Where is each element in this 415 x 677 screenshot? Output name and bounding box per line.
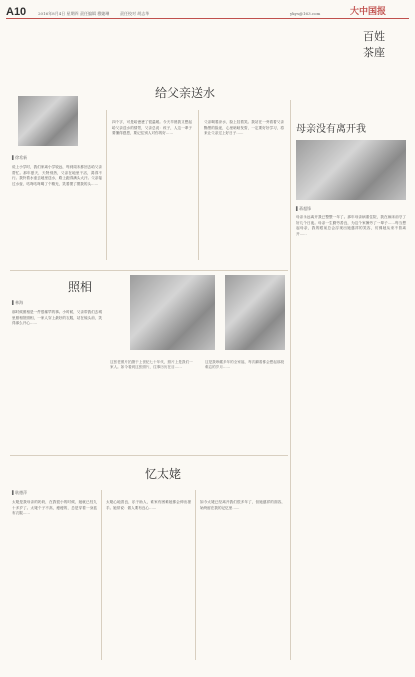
article-body-col1: 太姥是我母亲的奶奶，在我很小的时候，她就已经九十多岁了。太姥个子不高，瘦瘦的，总是穿着一身蓝布衣服…… — [12, 500, 97, 516]
section-divider — [10, 455, 288, 456]
article-author: ▌蒋超锋 — [296, 206, 312, 211]
section-divider — [10, 270, 288, 271]
page-number: A10 — [6, 6, 27, 18]
article-body-col2: 四个字，可是给爸爸了很温暖。今天早晨我又想起给父亲送水的情景，父亲总说：孩子，人这一辈子要懂得感恩，要记住别人对你的好…… — [112, 120, 192, 136]
article-body-col3: 父亲喝着凉水，脸上挂着笑。我站在一旁看着父亲黝黑的脸庞，心里暗暗发誓，一定要好好学习，将来让父亲过上好日子…… — [204, 120, 284, 136]
issue-date: 2016年8月4日 星期四 — [38, 11, 79, 16]
article-body-col1: 说上小学时，我们家离小学较远，每到周末都回去给父亲帮忙。那年夏天，天特别热，父亲在地里干活，渴得不行。我拎着水壶去地里送水，路上跑得满头大汗。父亲接过水壶，咕咚咕咚喝了个精光，笑着摸了摸我的头…… — [12, 165, 102, 186]
article-photo — [18, 96, 78, 146]
newspaper-logo: 大中国报 — [350, 7, 387, 17]
article-body-col2: 太姥心地善良，乐于助人，谁家有困难她都会伸出援手。她常说：做人要有良心…… — [106, 500, 191, 510]
article-photo — [130, 275, 215, 350]
article-title: 母亲没有离开我 — [296, 124, 366, 135]
article-title: 给父亲送水 — [155, 86, 216, 100]
article-photo — [225, 275, 285, 350]
article-author: ▌徐希新 — [12, 155, 28, 160]
photo-caption: 这张老照片拍摄于上世纪七十年代，照片上是我们一家人。如今看到这张照片，往事历历在目…… — [110, 360, 193, 369]
contact-email: ykys@163.com — [290, 11, 321, 16]
article-body-col3: 如今太姥已经离开我们很多年了，但她慈祥的面容，始终留在我的记忆里…… — [200, 500, 285, 510]
article-body: 那时候照相是一件很稀罕的事。小时候，父亲带我们去城里照相馆照相，一家人穿上最好的衣服，站在镜头前，笑得那么开心…… — [12, 310, 102, 326]
column-divider — [198, 110, 199, 260]
article-title: 忆太姥 — [145, 467, 182, 481]
editor-credit: 责任编辑 穆婕琳 — [80, 11, 110, 16]
header-rule — [6, 18, 409, 19]
column-divider — [290, 100, 291, 660]
article-author: ▌林海 — [12, 300, 24, 305]
article-photo — [296, 140, 406, 200]
column-name-1: 百姓 — [363, 30, 385, 43]
column-divider — [106, 110, 107, 260]
column-name-2: 茶座 — [363, 46, 385, 59]
article-body: 母亲永远离开我已整整一年了。那年母亲病重住院，我在病床前守了好几个日夜。母亲一生勤劳善良，为这个家操劳了一辈子……每当想起母亲，我的眼前总会浮现出她慈祥的笑容，仿佛她从来不曾离开…… — [296, 215, 406, 236]
article-author: ▌耿德萍 — [12, 490, 28, 495]
column-divider — [101, 490, 102, 660]
photo-caption: 这是我珍藏多年的全家福，每次翻看都会想起那段难忘的岁月…… — [205, 360, 285, 369]
column-divider — [195, 490, 196, 660]
article-title: 照相 — [68, 280, 93, 294]
proof-credit: 责任校对 胡志华 — [120, 11, 150, 16]
